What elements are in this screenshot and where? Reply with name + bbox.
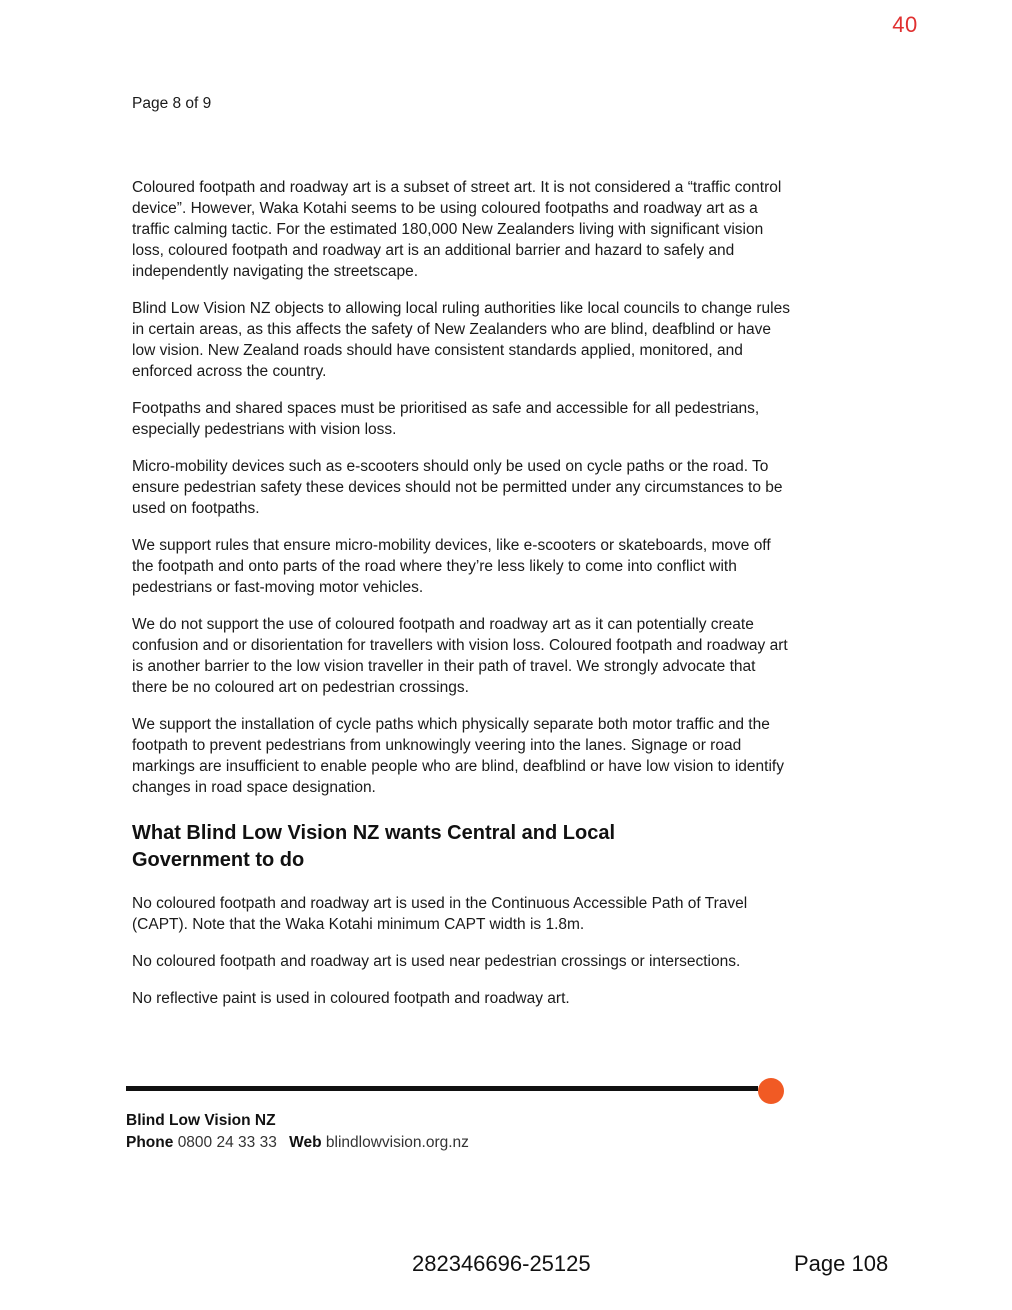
paragraph: Footpaths and shared spaces must be prioritised as safe and accessible for all pedestrians, especially pedestrians with vision loss. xyxy=(132,400,760,438)
paragraph: Blind Low Vision NZ objects to allowing local ruling authorities like local councils to change rules in certain areas, as this affects the safety of New Zealanders who are blind, deafblind or have low vision. New Zealand roads should have consistent standards applied, monitored, and enforced across the country. xyxy=(132,300,790,380)
phone-number: 0800 24 33 33 xyxy=(177,1134,277,1151)
footer-divider xyxy=(126,1086,758,1091)
footer-org-name: Blind Low Vision NZ xyxy=(126,1112,276,1129)
page-stamp-number: 40 xyxy=(892,12,918,37)
paragraph: Coloured footpath and roadway art is a subset of street art. It is not considered a “traffic control device”. However, Waka Kotahi seems to be using coloured footpaths and roadway art as a traffic calming tactic. For the estimated 180,000 New Zealanders living with significant vision loss, coloured footpath and roadway art is an additional barrier and hazard to safely and independently navigating the streetscape. xyxy=(132,179,782,280)
paragraph: No coloured footpath and roadway art is used near pedestrian crossings or intersections. xyxy=(132,953,741,970)
website-address: blindlowvision.org.nz xyxy=(325,1134,469,1151)
web-label: Web xyxy=(289,1134,322,1151)
paragraph: Micro-mobility devices such as e-scooters should only be used on cycle paths or the road. To ensure pedestrian safety these devices should not be permitted under any circumstances to be used on footpaths. xyxy=(132,458,783,517)
page-reference: Page 108 xyxy=(794,1251,889,1276)
document-body xyxy=(132,177,792,1025)
section-heading: What Blind Low Vision NZ wants Central and Local Government to do xyxy=(132,822,615,871)
paragraph: No coloured footpath and roadway art is used in the Continuous Accessible Path of Travel (CAPT). Note that the Waka Kotahi minimum CAPT width is 1.8m. xyxy=(132,895,748,933)
footer-contact xyxy=(126,1134,469,1152)
document-id: 282346696-25125 xyxy=(412,1251,591,1276)
paragraph: We support rules that ensure micro-mobility devices, like e-scooters or skateboards, move off the footpath and onto parts of the road where they’re less likely to come into conflict with pedestrians or fast-moving motor vehicles. xyxy=(132,537,771,596)
phone-label: Phone xyxy=(126,1134,174,1151)
page-header: Page 8 of 9 xyxy=(132,95,212,112)
paragraph: We support the installation of cycle paths which physically separate both motor traffic and the footpath to prevent pedestrians from unknowingly veering into the lanes. Signage or road markings are insufficient to enable people who are blind, deafblind or have low vision to identify changes in road space designation. xyxy=(132,716,784,796)
footer-accent-dot xyxy=(758,1078,784,1104)
paragraph: No reflective paint is used in coloured footpath and roadway art. xyxy=(132,990,570,1007)
paragraph: We do not support the use of coloured footpath and roadway art as it can potentially create confusion and or disorientation for travellers with vision loss. Coloured footpath and roadway art is another barrier to the low vision traveller in their path of travel. We strongly advocate that there be no coloured art on pedestrian crossings. xyxy=(132,616,788,696)
